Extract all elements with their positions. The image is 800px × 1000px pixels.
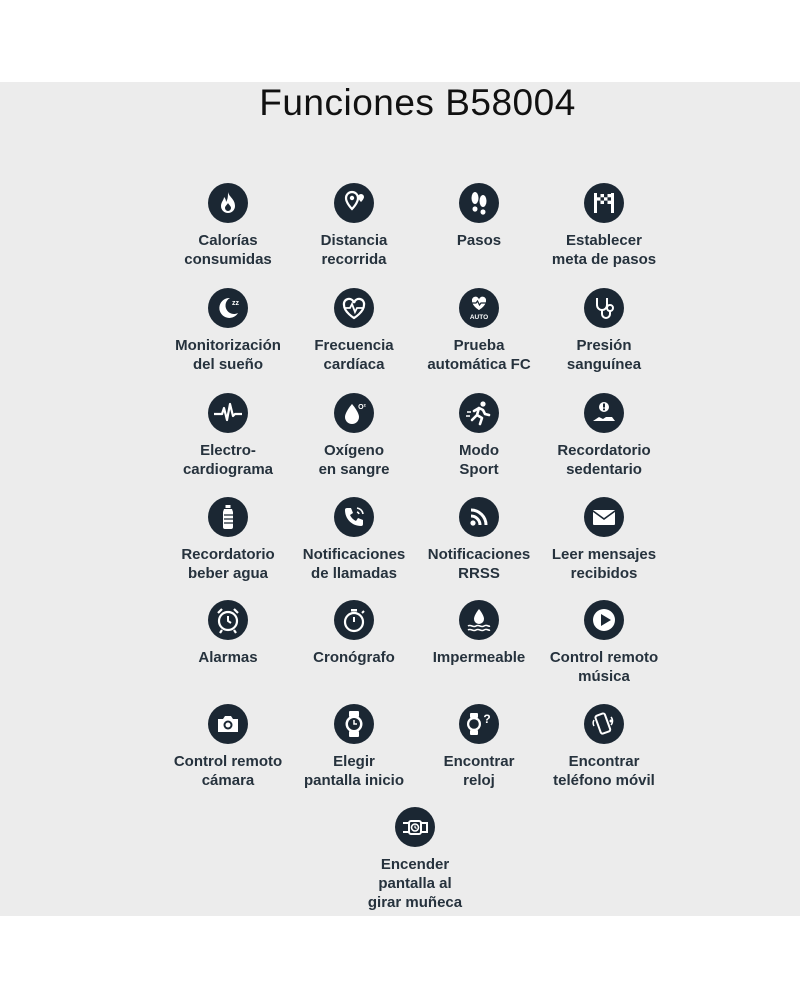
page-title: Funciones B58004 xyxy=(259,82,576,123)
feature-label: Leer mensajes recibidos xyxy=(551,546,657,582)
play-button-icon xyxy=(584,600,624,640)
finish-flag-icon xyxy=(584,183,624,223)
flame-icon xyxy=(208,183,248,223)
phone-call-icon xyxy=(334,497,374,537)
feature-item xyxy=(409,183,549,250)
feature-label: Calorías consumidas xyxy=(184,232,272,268)
feature-label: Recordatorio sedentario xyxy=(557,442,651,478)
rss-icon xyxy=(459,497,499,537)
feature-label: Alarmas xyxy=(198,649,258,666)
feature-item xyxy=(534,600,674,686)
feature-item xyxy=(158,288,298,374)
feature-item xyxy=(534,497,674,583)
auto-heart-icon xyxy=(459,288,499,328)
feature-item xyxy=(409,600,549,667)
feature-item xyxy=(409,393,549,479)
feature-label: Cronógrafo xyxy=(313,649,395,666)
feature-item xyxy=(284,704,424,790)
icon-badge-text: AUTO xyxy=(469,314,489,321)
feature-item xyxy=(409,288,549,374)
sedentary-alert-icon xyxy=(584,393,624,433)
feature-label: Control remoto música xyxy=(549,649,659,685)
wrist-watch-icon xyxy=(395,807,435,847)
feature-item xyxy=(284,393,424,479)
feature-label: Presión sanguínea xyxy=(566,337,642,373)
feature-label: Establecer meta de pasos xyxy=(551,232,657,268)
feature-label: Frecuencia cardíaca xyxy=(314,337,394,373)
feature-item xyxy=(158,600,298,667)
feature-item xyxy=(284,497,424,583)
feature-label: Pasos xyxy=(456,232,502,249)
feature-item xyxy=(158,393,298,479)
heart-rate-icon xyxy=(334,288,374,328)
sleep-moon-icon xyxy=(208,288,248,328)
find-phone-icon xyxy=(584,704,624,744)
feature-item xyxy=(534,183,674,269)
feature-item xyxy=(284,183,424,269)
feature-item xyxy=(284,600,424,667)
feature-item xyxy=(534,288,674,374)
feature-item xyxy=(284,288,424,374)
water-resistant-icon xyxy=(459,600,499,640)
feature-label: Encontrar reloj xyxy=(443,753,515,789)
feature-label: Prueba automática FC xyxy=(427,337,531,373)
feature-label: Notificaciones de llamadas xyxy=(302,546,406,582)
stopwatch-icon xyxy=(334,600,374,640)
alarm-clock-icon xyxy=(208,600,248,640)
feature-item xyxy=(534,393,674,479)
feature-item xyxy=(534,704,674,790)
feature-label: Encender pantalla al girar muñeca xyxy=(367,856,463,911)
running-person-icon xyxy=(459,393,499,433)
feature-label: Control remoto cámara xyxy=(173,753,283,789)
footprints-icon xyxy=(459,183,499,223)
feature-label: Modo Sport xyxy=(459,442,499,478)
icon-badge-text: ? xyxy=(483,712,491,726)
feature-label: Monitorización del sueño xyxy=(175,337,281,373)
svg-text:zz: zz xyxy=(232,300,239,307)
feature-item xyxy=(158,183,298,269)
oxygen-drop-icon xyxy=(334,393,374,433)
feature-label: Recordatorio beber agua xyxy=(181,546,275,582)
icon-badge-text: O² xyxy=(358,404,366,411)
stethoscope-icon xyxy=(584,288,624,328)
feature-label: Electro- cardiograma xyxy=(182,442,274,478)
feature-label: Oxígeno en sangre xyxy=(318,442,390,478)
envelope-icon xyxy=(584,497,624,537)
ecg-wave-icon xyxy=(208,393,248,433)
feature-item xyxy=(409,704,549,790)
feature-label: Impermeable xyxy=(432,649,526,666)
feature-label: Encontrar teléfono móvil xyxy=(553,753,655,789)
feature-item xyxy=(158,704,298,790)
feature-label: Elegir pantalla inicio xyxy=(303,753,405,789)
camera-icon xyxy=(208,704,248,744)
find-watch-icon xyxy=(459,704,499,744)
feature-item xyxy=(409,497,549,583)
feature-label: Distancia recorrida xyxy=(320,232,388,268)
feature-label: Notificaciones RRSS xyxy=(427,546,531,582)
feature-item xyxy=(345,807,485,912)
feature-item xyxy=(158,497,298,583)
water-bottle-icon xyxy=(208,497,248,537)
location-pin-icon xyxy=(334,183,374,223)
watch-face-icon xyxy=(334,704,374,744)
